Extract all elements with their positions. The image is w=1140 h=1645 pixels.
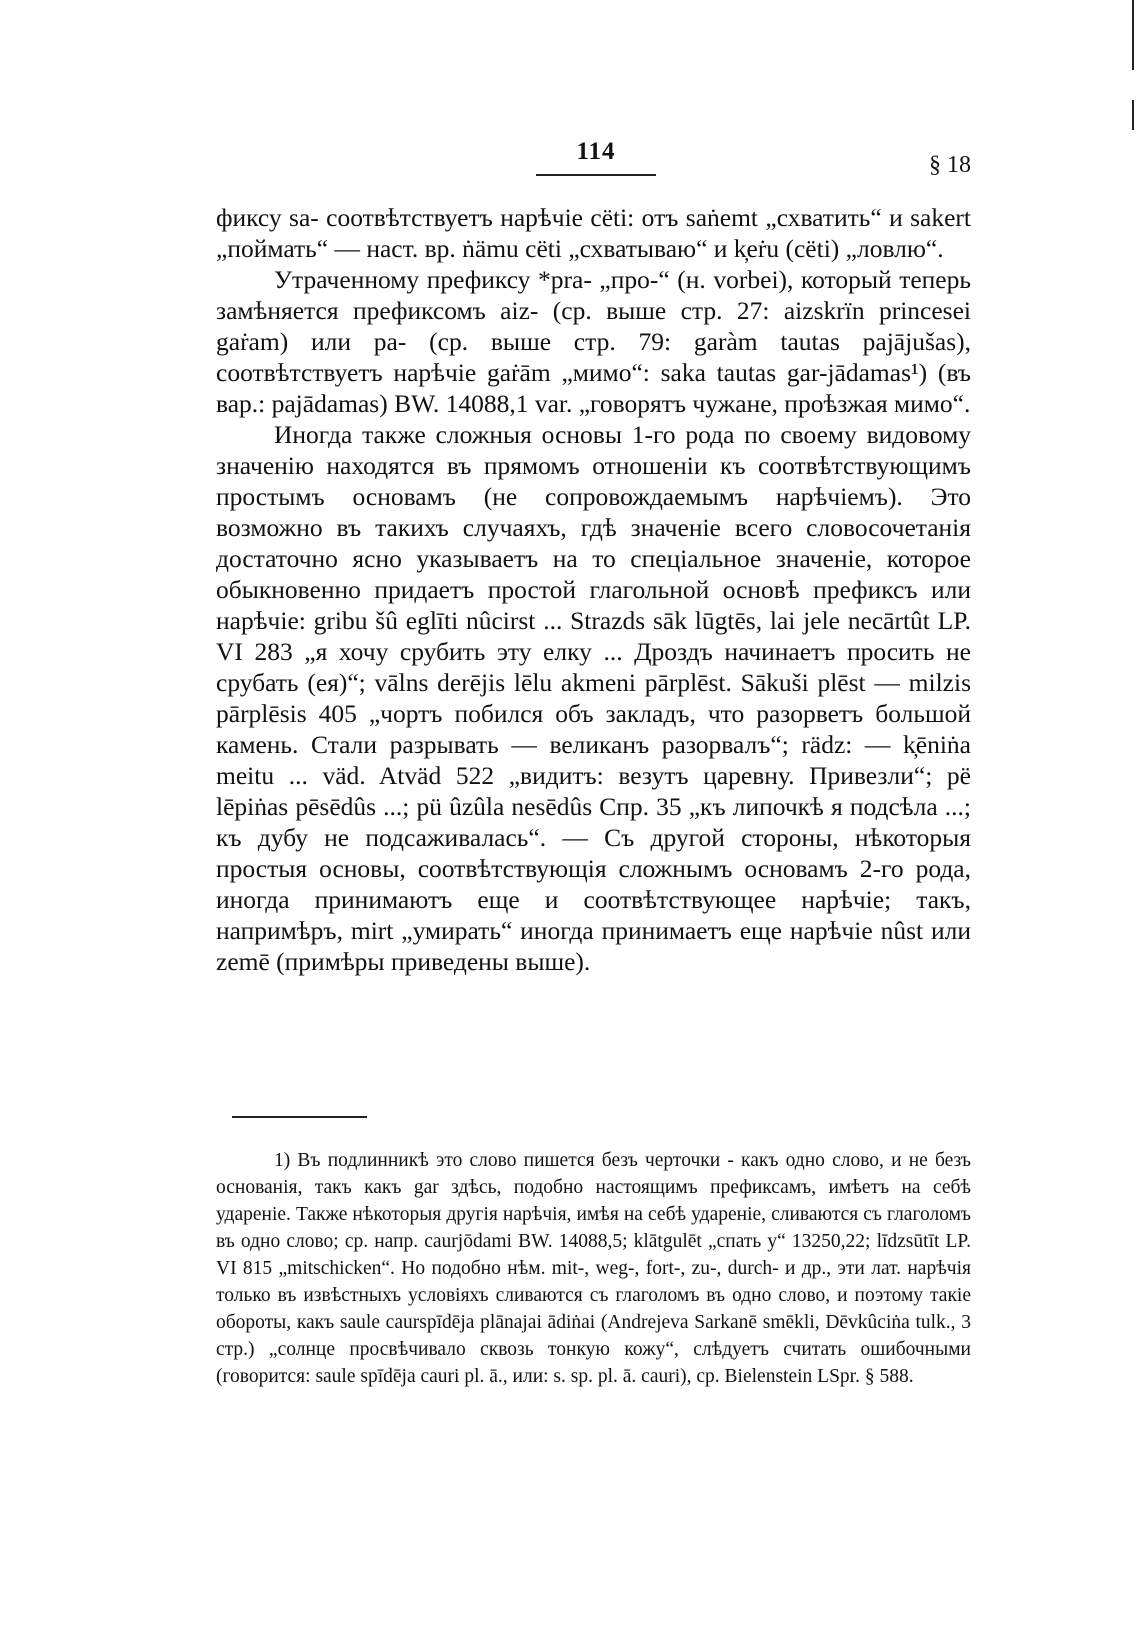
footnote: 1) Въ подлинникѣ это слово пишется безъ черточки - какъ одно слово, и не безъ основанія, такъ какъ gar здѣсь, подобно настоящимъ префиксамъ, имѣетъ на себѣ удареніе. Также нѣкоторыя другія нарѣчія, имѣя на себѣ удареніе, сливаются съ глаголомъ въ одно слово; ср. напр. caurjōdami BW. 14088,5; klātgulēt „спать у“ 13250,22; līdzsūtīt LP. VI 815 „mitschicken“. Но подобно нѣм. mit-, weg-, fort-, zu-, durch- и др., эти лат. нарѣчія только въ извѣстныхъ условіяхъ сливаются съ глаголомъ въ одно слово, и поэтому такіе обороты, какъ saule caurspīdēja plānajai ādiṅai (Andrejeva Sarkanē smēkli, Dēvkûciṅa tulk., 3 стр.) „солнце просвѣчивало сквозь тонкую кожу“, слѣдуетъ считать ошибочными (говорится: saule spīdēja cauri pl. ā., или: s. sp. pl. ā. cauri), ср. Bielenstein LSpr. § 588.	[216, 1150, 971, 1387]
page-number-underline	[536, 174, 656, 176]
section-mark: § 18	[929, 152, 971, 178]
paragraph: Иногда также сложныя основы 1-го рода по своему видовому значенію находятся въ прямомъ отношеніи къ соотвѣтствующимъ простымъ основамъ (не сопровождаемымъ нарѣчіемъ). Это возможно въ такихъ случаяхъ, гдѣ значеніе всего словосочетанія достаточно ясно указываетъ на то спеціальное значеніе, которое обыкновенно придаетъ простой глагольной основѣ префиксъ или нарѣчіе: gribu šû eglīti nûcirst ... Strazds sāk lūgtēs, lai jele necārtût LP. VI 283 „я хочу срубить эту елку ... Дроздъ начинаетъ просить не срубать (ея)“; vālns derējis lēlu akmeni pārplēst. Sākuši plēst — milzis pārplēsis 405 „чортъ побился объ закладъ, что разорветъ большой камень. Стали разрывать — великанъ разорвалъ“; rädz: — k̦ēniṅa meitu ... väd. Atväd 522 „видитъ: везутъ царевну. Привезли“; pë lēpiṅas pēsēdûs ...; pü ûzûla nesēdûs Спр. 35 „къ липочкѣ я подсѣла ...; къ дубу не подсаживалась“. — Съ другой стороны, нѣкоторыя простыя основы, соотвѣтствующія сложнымъ основамъ 2-го рода, иногда принимаютъ еще и соотвѣтствующее нарѣчіе; такъ, напримѣръ, mirt „умирать“ иногда принимаетъ еще нарѣчіе nûst или zemē (примѣры приведены выше).	[216, 420, 971, 976]
paragraph: Утраченному префиксу *pra- „про-“ (н. vorbei), который теперь замѣняется префиксомъ aiz- (ср. выше стр. 27: aizskrïn princesei gaṙam) или pa- (ср. выше стр. 79: garàm tautas pajājušas), соотвѣтствуетъ нарѣчіе gaṙām „мимо“: saka tautas gar-jādamas¹) (въ вар.: pajādamas) BW. 14088,1 var. „говорятъ чужане, проѣзжая мимо“.	[216, 265, 971, 418]
main-text	[216, 202, 971, 977]
paragraph-continuation: фиксу sa- соотвѣтствуетъ нарѣчіе cëti: отъ saṅemt „схватить“ и sakert „поймать“ — наст. вр. ṅämu cëti „схватываю“ и k̦eṙu (cëti) „ловлю“.	[216, 203, 971, 263]
scan-edge-mark	[1132, 0, 1134, 70]
page-number: 114	[576, 138, 616, 165]
running-header	[216, 138, 971, 178]
scan-edge-mark	[1132, 100, 1134, 130]
footnote-separator	[232, 1116, 367, 1118]
